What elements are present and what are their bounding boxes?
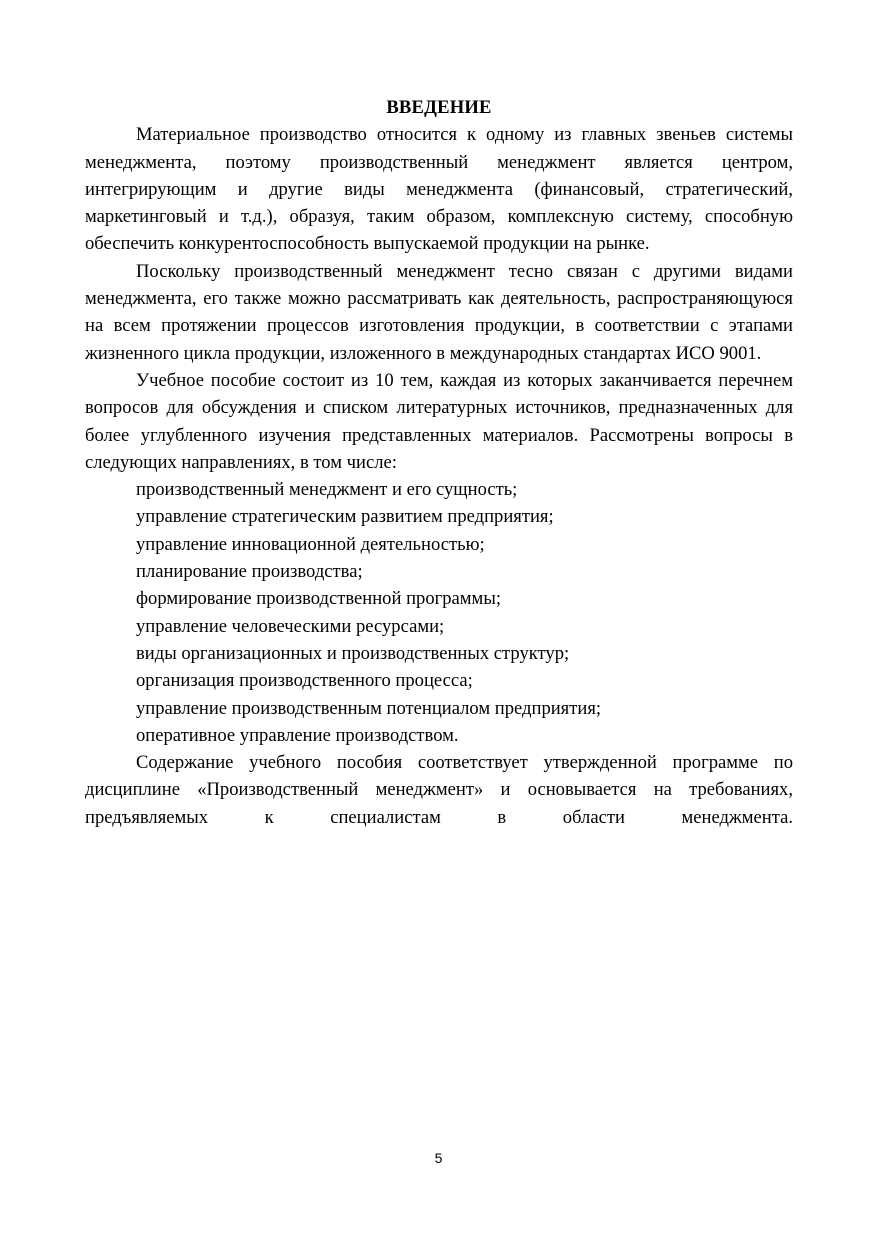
topic-item: управление производственным потенциалом предприятия; [136, 697, 602, 719]
topic-item: организация производственного процесса; [136, 670, 473, 692]
topic-list [85, 476, 793, 749]
intro-paragraph-1: Материальное производство относится к одному из главных звеньев системы менеджмента, поэтому производственный менеджмент является центром, интегрирующим и другие виды менеджмента (финансовый, стратегический, маркетинговый и т.д.), образуя, таким образом, комплексную систему, способную обеспечить конкурентоспособность выпускаемой продукции на рынке. [85, 124, 793, 255]
topic-item: планирование производства; [136, 561, 363, 583]
topic-item: управление стратегическим развитием предприятия; [136, 506, 554, 528]
intro-paragraph-3: Учебное пособие состоит из 10 тем, каждая из которых заканчивается перечнем вопросов для обсуждения и списком литературных источников, предназначенных для более углубленного изучения представленных материалов. Рассмотрены вопросы в следующих направлениях, в том числе: [85, 369, 793, 473]
page-number: 5 [434, 1150, 443, 1166]
topic-item: управление человеческими ресурсами; [136, 615, 445, 637]
topic-item: виды организационных и производственных структур; [136, 642, 570, 664]
topic-item: оперативное управление производством. [136, 724, 459, 746]
section-title: ВВЕДЕНИЕ [386, 97, 492, 118]
topic-item: формирование производственной программы; [136, 588, 501, 610]
topic-item: производственный менеджмент и его сущность; [136, 479, 518, 501]
page-content [85, 94, 793, 831]
intro-paragraph-2: Поскольку производственный менеджмент тесно связан с другими видами менеджмента, его также можно рассматривать как деятельность, распространяющуюся на всем протяжении процессов изготовления продукции, в соответствии с этапами жизненного цикла продукции, изложенного в международных стандартах ИСО 9001. [85, 260, 793, 364]
topic-item: управление инновационной деятельностью; [136, 533, 485, 555]
closing-paragraph: Содержание учебного пособия соответствует утвержденной программе по дисциплине «Производственный менеджмент» и основывается на требованиях, предъявляемых к специалистам в области менеджмента. [85, 752, 793, 828]
